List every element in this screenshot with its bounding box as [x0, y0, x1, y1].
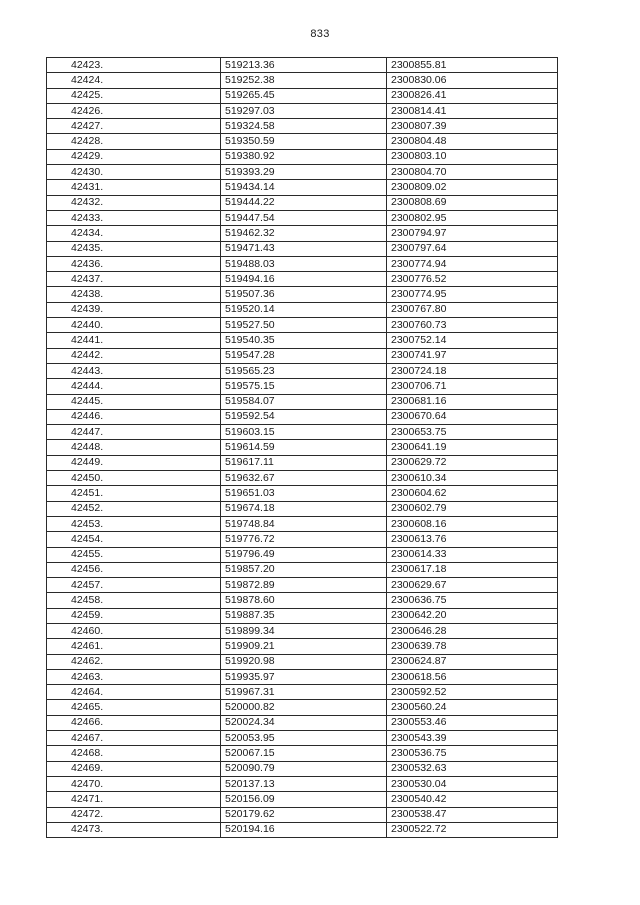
table-row — [47, 700, 558, 715]
point-number-cell: 42438. — [47, 287, 221, 302]
x-coordinate-cell: 520024.34 — [221, 715, 387, 730]
table-row — [47, 180, 558, 195]
y-coordinate-cell: 2300553.46 — [387, 715, 558, 730]
x-coordinate-cell: 519471.43 — [221, 241, 387, 256]
y-coordinate-cell: 2300724.18 — [387, 363, 558, 378]
x-coordinate-cell: 519520.14 — [221, 302, 387, 317]
point-number-cell: 42440. — [47, 318, 221, 333]
y-coordinate-cell: 2300618.56 — [387, 669, 558, 684]
point-number-cell: 42447. — [47, 425, 221, 440]
point-number-cell: 42439. — [47, 302, 221, 317]
point-number-cell: 42467. — [47, 731, 221, 746]
x-coordinate-cell: 519507.36 — [221, 287, 387, 302]
table-row — [47, 807, 558, 822]
point-number-cell: 42426. — [47, 103, 221, 118]
point-number-cell: 42465. — [47, 700, 221, 715]
point-number-cell: 42437. — [47, 272, 221, 287]
x-coordinate-cell: 519547.28 — [221, 348, 387, 363]
table-row — [47, 302, 558, 317]
y-coordinate-cell: 2300767.80 — [387, 302, 558, 317]
table-row — [47, 471, 558, 486]
table-row — [47, 532, 558, 547]
x-coordinate-cell: 519434.14 — [221, 180, 387, 195]
table-row — [47, 669, 558, 684]
x-coordinate-cell: 519614.59 — [221, 440, 387, 455]
y-coordinate-cell: 2300774.95 — [387, 287, 558, 302]
point-number-cell: 42473. — [47, 822, 221, 837]
y-coordinate-cell: 2300803.10 — [387, 149, 558, 164]
x-coordinate-cell: 520067.15 — [221, 746, 387, 761]
x-coordinate-cell: 519447.54 — [221, 210, 387, 225]
y-coordinate-cell: 2300613.76 — [387, 532, 558, 547]
table-row — [47, 394, 558, 409]
y-coordinate-cell: 2300642.20 — [387, 608, 558, 623]
x-coordinate-cell: 519632.67 — [221, 471, 387, 486]
table-row — [47, 73, 558, 88]
y-coordinate-cell: 2300802.95 — [387, 210, 558, 225]
x-coordinate-cell: 519213.36 — [221, 58, 387, 73]
point-number-cell: 42468. — [47, 746, 221, 761]
point-number-cell: 42443. — [47, 363, 221, 378]
table-row — [47, 654, 558, 669]
x-coordinate-cell: 519878.60 — [221, 593, 387, 608]
x-coordinate-cell: 519488.03 — [221, 256, 387, 271]
y-coordinate-cell: 2300681.16 — [387, 394, 558, 409]
point-number-cell: 42430. — [47, 165, 221, 180]
table-row — [47, 746, 558, 761]
table-row — [47, 501, 558, 516]
x-coordinate-cell: 519393.29 — [221, 165, 387, 180]
table-row — [47, 578, 558, 593]
x-coordinate-cell: 519444.22 — [221, 195, 387, 210]
y-coordinate-cell: 2300808.69 — [387, 195, 558, 210]
x-coordinate-cell: 519494.16 — [221, 272, 387, 287]
y-coordinate-cell: 2300610.34 — [387, 471, 558, 486]
point-number-cell: 42471. — [47, 792, 221, 807]
y-coordinate-cell: 2300814.41 — [387, 103, 558, 118]
point-number-cell: 42469. — [47, 761, 221, 776]
x-coordinate-cell: 519857.20 — [221, 562, 387, 577]
y-coordinate-cell: 2300752.14 — [387, 333, 558, 348]
table-row — [47, 272, 558, 287]
y-coordinate-cell: 2300809.02 — [387, 180, 558, 195]
x-coordinate-cell: 519603.15 — [221, 425, 387, 440]
point-number-cell: 42454. — [47, 532, 221, 547]
table-row — [47, 562, 558, 577]
point-number-cell: 42472. — [47, 807, 221, 822]
x-coordinate-cell: 519899.34 — [221, 623, 387, 638]
table-row — [47, 363, 558, 378]
x-coordinate-cell: 520000.82 — [221, 700, 387, 715]
point-number-cell: 42444. — [47, 379, 221, 394]
coordinates-table — [46, 57, 558, 838]
point-number-cell: 42433. — [47, 210, 221, 225]
y-coordinate-cell: 2300776.52 — [387, 272, 558, 287]
x-coordinate-cell: 519324.58 — [221, 119, 387, 134]
x-coordinate-cell: 520194.16 — [221, 822, 387, 837]
table-row — [47, 318, 558, 333]
table-row — [47, 547, 558, 562]
table-row — [47, 776, 558, 791]
y-coordinate-cell: 2300797.64 — [387, 241, 558, 256]
table-row — [47, 226, 558, 241]
x-coordinate-cell: 519462.32 — [221, 226, 387, 241]
point-number-cell: 42461. — [47, 639, 221, 654]
table-row — [47, 88, 558, 103]
y-coordinate-cell: 2300804.48 — [387, 134, 558, 149]
point-number-cell: 42441. — [47, 333, 221, 348]
x-coordinate-cell: 519265.45 — [221, 88, 387, 103]
point-number-cell: 42463. — [47, 669, 221, 684]
y-coordinate-cell: 2300760.73 — [387, 318, 558, 333]
x-coordinate-cell: 519592.54 — [221, 409, 387, 424]
x-coordinate-cell: 519935.97 — [221, 669, 387, 684]
point-number-cell: 42466. — [47, 715, 221, 730]
y-coordinate-cell: 2300670.64 — [387, 409, 558, 424]
table-row — [47, 409, 558, 424]
table-row — [47, 486, 558, 501]
table-row — [47, 593, 558, 608]
table-row — [47, 608, 558, 623]
x-coordinate-cell: 519674.18 — [221, 501, 387, 516]
point-number-cell: 42445. — [47, 394, 221, 409]
point-number-cell: 42456. — [47, 562, 221, 577]
point-number-cell: 42425. — [47, 88, 221, 103]
point-number-cell: 42453. — [47, 516, 221, 531]
table-row — [47, 195, 558, 210]
y-coordinate-cell: 2300794.97 — [387, 226, 558, 241]
point-number-cell: 42464. — [47, 685, 221, 700]
y-coordinate-cell: 2300536.75 — [387, 746, 558, 761]
table-row — [47, 119, 558, 134]
point-number-cell: 42446. — [47, 409, 221, 424]
x-coordinate-cell: 519575.15 — [221, 379, 387, 394]
x-coordinate-cell: 519796.49 — [221, 547, 387, 562]
x-coordinate-cell: 519565.23 — [221, 363, 387, 378]
x-coordinate-cell: 520137.13 — [221, 776, 387, 791]
x-coordinate-cell: 519252.38 — [221, 73, 387, 88]
point-number-cell: 42423. — [47, 58, 221, 73]
y-coordinate-cell: 2300538.47 — [387, 807, 558, 822]
x-coordinate-cell: 519872.89 — [221, 578, 387, 593]
x-coordinate-cell: 520156.09 — [221, 792, 387, 807]
x-coordinate-cell: 520179.62 — [221, 807, 387, 822]
y-coordinate-cell: 2300826.41 — [387, 88, 558, 103]
table-row — [47, 516, 558, 531]
table-row — [47, 822, 558, 837]
table-row — [47, 639, 558, 654]
y-coordinate-cell: 2300532.63 — [387, 761, 558, 776]
point-number-cell: 42429. — [47, 149, 221, 164]
y-coordinate-cell: 2300604.62 — [387, 486, 558, 501]
x-coordinate-cell: 519967.31 — [221, 685, 387, 700]
table-row — [47, 425, 558, 440]
x-coordinate-cell: 519887.35 — [221, 608, 387, 623]
point-number-cell: 42434. — [47, 226, 221, 241]
table-row — [47, 685, 558, 700]
x-coordinate-cell: 520053.95 — [221, 731, 387, 746]
point-number-cell: 42455. — [47, 547, 221, 562]
x-coordinate-cell: 519651.03 — [221, 486, 387, 501]
table-row — [47, 455, 558, 470]
y-coordinate-cell: 2300540.42 — [387, 792, 558, 807]
table-row — [47, 333, 558, 348]
point-number-cell: 42457. — [47, 578, 221, 593]
table-row — [47, 731, 558, 746]
y-coordinate-cell: 2300741.97 — [387, 348, 558, 363]
page-number: 833 — [310, 28, 330, 40]
point-number-cell: 42436. — [47, 256, 221, 271]
x-coordinate-cell: 519540.35 — [221, 333, 387, 348]
y-coordinate-cell: 2300608.16 — [387, 516, 558, 531]
point-number-cell: 42449. — [47, 455, 221, 470]
table-row — [47, 715, 558, 730]
y-coordinate-cell: 2300774.94 — [387, 256, 558, 271]
point-number-cell: 42470. — [47, 776, 221, 791]
x-coordinate-cell: 519920.98 — [221, 654, 387, 669]
point-number-cell: 42460. — [47, 623, 221, 638]
point-number-cell: 42424. — [47, 73, 221, 88]
y-coordinate-cell: 2300560.24 — [387, 700, 558, 715]
table-row — [47, 241, 558, 256]
table-row — [47, 348, 558, 363]
y-coordinate-cell: 2300617.18 — [387, 562, 558, 577]
table-row — [47, 440, 558, 455]
point-number-cell: 42459. — [47, 608, 221, 623]
y-coordinate-cell: 2300602.79 — [387, 501, 558, 516]
table-row — [47, 58, 558, 73]
table-row — [47, 134, 558, 149]
point-number-cell: 42448. — [47, 440, 221, 455]
point-number-cell: 42450. — [47, 471, 221, 486]
y-coordinate-cell: 2300653.75 — [387, 425, 558, 440]
coordinates-table-body — [47, 58, 558, 838]
table-row — [47, 103, 558, 118]
y-coordinate-cell: 2300830.06 — [387, 73, 558, 88]
table-row — [47, 210, 558, 225]
table-row — [47, 287, 558, 302]
y-coordinate-cell: 2300804.70 — [387, 165, 558, 180]
y-coordinate-cell: 2300629.72 — [387, 455, 558, 470]
y-coordinate-cell: 2300522.72 — [387, 822, 558, 837]
point-number-cell: 42435. — [47, 241, 221, 256]
point-number-cell: 42458. — [47, 593, 221, 608]
y-coordinate-cell: 2300592.52 — [387, 685, 558, 700]
y-coordinate-cell: 2300855.81 — [387, 58, 558, 73]
y-coordinate-cell: 2300624.87 — [387, 654, 558, 669]
y-coordinate-cell: 2300530.04 — [387, 776, 558, 791]
x-coordinate-cell: 519909.21 — [221, 639, 387, 654]
y-coordinate-cell: 2300641.19 — [387, 440, 558, 455]
table-row — [47, 623, 558, 638]
y-coordinate-cell: 2300639.78 — [387, 639, 558, 654]
point-number-cell: 42428. — [47, 134, 221, 149]
x-coordinate-cell: 519584.07 — [221, 394, 387, 409]
x-coordinate-cell: 519776.72 — [221, 532, 387, 547]
x-coordinate-cell: 519297.03 — [221, 103, 387, 118]
y-coordinate-cell: 2300706.71 — [387, 379, 558, 394]
y-coordinate-cell: 2300543.39 — [387, 731, 558, 746]
point-number-cell: 42462. — [47, 654, 221, 669]
x-coordinate-cell: 519748.84 — [221, 516, 387, 531]
table-row — [47, 379, 558, 394]
point-number-cell: 42442. — [47, 348, 221, 363]
y-coordinate-cell: 2300629.67 — [387, 578, 558, 593]
point-number-cell: 42452. — [47, 501, 221, 516]
x-coordinate-cell: 519527.50 — [221, 318, 387, 333]
table-row — [47, 761, 558, 776]
table-row — [47, 149, 558, 164]
x-coordinate-cell: 519380.92 — [221, 149, 387, 164]
x-coordinate-cell: 519350.59 — [221, 134, 387, 149]
y-coordinate-cell: 2300614.33 — [387, 547, 558, 562]
point-number-cell: 42427. — [47, 119, 221, 134]
table-row — [47, 165, 558, 180]
x-coordinate-cell: 520090.79 — [221, 761, 387, 776]
point-number-cell: 42451. — [47, 486, 221, 501]
y-coordinate-cell: 2300636.75 — [387, 593, 558, 608]
point-number-cell: 42431. — [47, 180, 221, 195]
table-row — [47, 792, 558, 807]
point-number-cell: 42432. — [47, 195, 221, 210]
x-coordinate-cell: 519617.11 — [221, 455, 387, 470]
y-coordinate-cell: 2300646.28 — [387, 623, 558, 638]
table-row — [47, 256, 558, 271]
y-coordinate-cell: 2300807.39 — [387, 119, 558, 134]
